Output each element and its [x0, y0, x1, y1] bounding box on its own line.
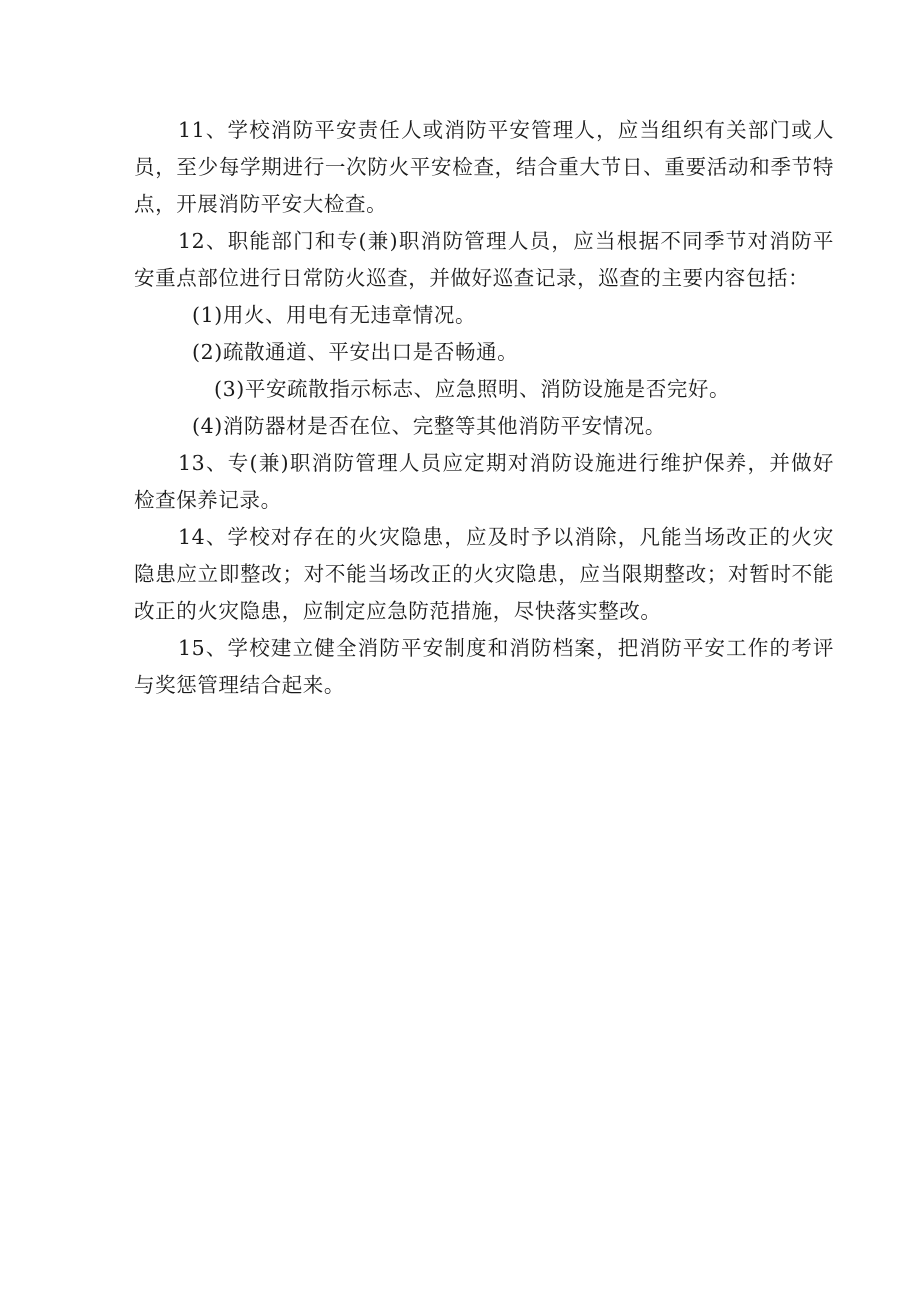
list-item-2: (2)疏散通道、平安出口是否畅通。 [192, 340, 519, 364]
paragraph-14: 14、学校对存在的火灾隐患，应及时予以消除，凡能当场改正的火灾隐患应立即整改；对不能当场改正的火灾隐患，应当限期整改；对暂时不能改正的火灾隐患，应制定应急防范措施，尽快落实整改。 [134, 525, 834, 623]
paragraph-11: 11、学校消防平安责任人或消防平安管理人，应当组织有关部门或人员，至少每学期进行一次防火平安检查，结合重大节日、重要活动和季节特点，开展消防平安大检查。 [134, 118, 834, 216]
list-item-3: (3)平安疏散指示标志、应急照明、消防设施是否完好。 [214, 377, 731, 401]
paragraph-12: 12、职能部门和专(兼)职消防管理人员，应当根据不同季节对消防平安重点部位进行日常防火巡查，并做好巡查记录，巡查的主要内容包括： [134, 229, 834, 290]
document-body [134, 112, 834, 704]
paragraph-13: 13、专(兼)职消防管理人员应定期对消防设施进行维护保养，并做好检查保养记录。 [134, 451, 834, 512]
list-item-1: (1)用火、用电有无违章情况。 [192, 303, 477, 327]
paragraph-15: 15、学校建立健全消防平安制度和消防档案，把消防平安工作的考评与奖惩管理结合起来。 [134, 636, 834, 697]
list-item-4: (4)消防器材是否在位、完整等其他消防平安情况。 [192, 414, 666, 438]
